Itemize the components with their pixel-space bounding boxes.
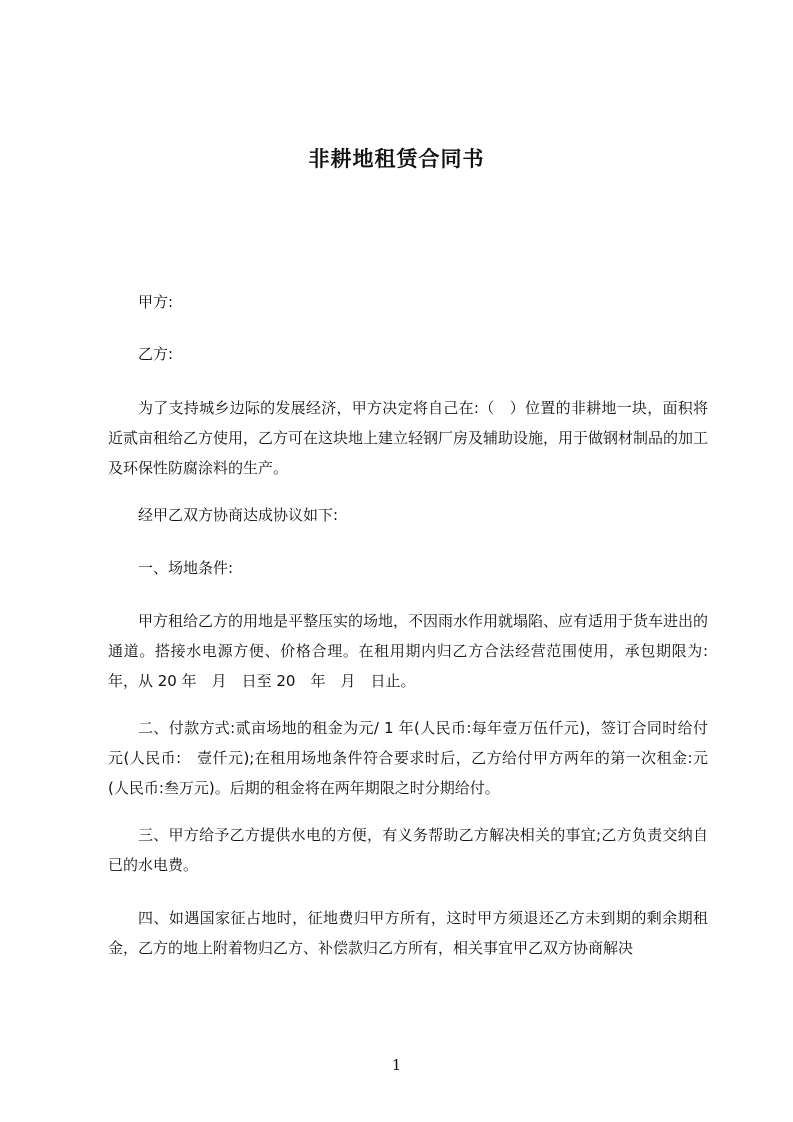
section4-paragraph: 四、如遇国家征占地时，征地费归甲方所有，这时甲方须退还乙方未到期的剩余期租金，乙方的地上附着物归乙方、补偿款归乙方所有，相关事宜甲乙双方协商解决: [108, 909, 708, 957]
party-b-line: 乙方:: [138, 345, 174, 363]
section1-heading: 一、场地条件:: [138, 559, 234, 577]
section3-paragraph: 三、甲方给予乙方提供水电的方便，有义务帮助乙方解决相关的事宜;乙方负责交纳自已的水电费。: [108, 826, 708, 874]
agreement-lead: 经甲乙双方协商达成协议如下:: [138, 506, 339, 524]
party-a-line: 甲方:: [138, 293, 174, 311]
document-title: 非耕地租赁合同书: [308, 147, 485, 171]
section2-paragraph: 二、付款方式:贰亩场地的租金为元/ 1 年(人民币:每年壹万伍仟元)，签订合同时给付元(人民币: 壹仟元);在租用场地条件符合要求时后，乙方给付甲方两年的第一次租金:元(人民币:叁万元)。后期的租金将在两年期限之时分期给付。: [108, 719, 708, 797]
page-number: 1: [391, 1056, 402, 1074]
intro-paragraph: 为了支持城乡边际的发展经济，甲方决定将自己在:（ ）位置的非耕地一块，面积将近贰亩租给乙方使用，乙方可在这块地上建立轻钢厂房及辅助设施，用于做钢材制品的加工及环保性防腐涂料的生产。: [108, 399, 709, 477]
section1-body: 甲方租给乙方的用地是平整压实的场地，不因雨水作用就塌陷、应有适用于货车进出的通道。搭接水电源方便、价格合理。在租用期内归乙方合法经营范围使用，承包期限为: 年，从 20 年 月 日至 20 年 月 日止。: [108, 612, 724, 690]
